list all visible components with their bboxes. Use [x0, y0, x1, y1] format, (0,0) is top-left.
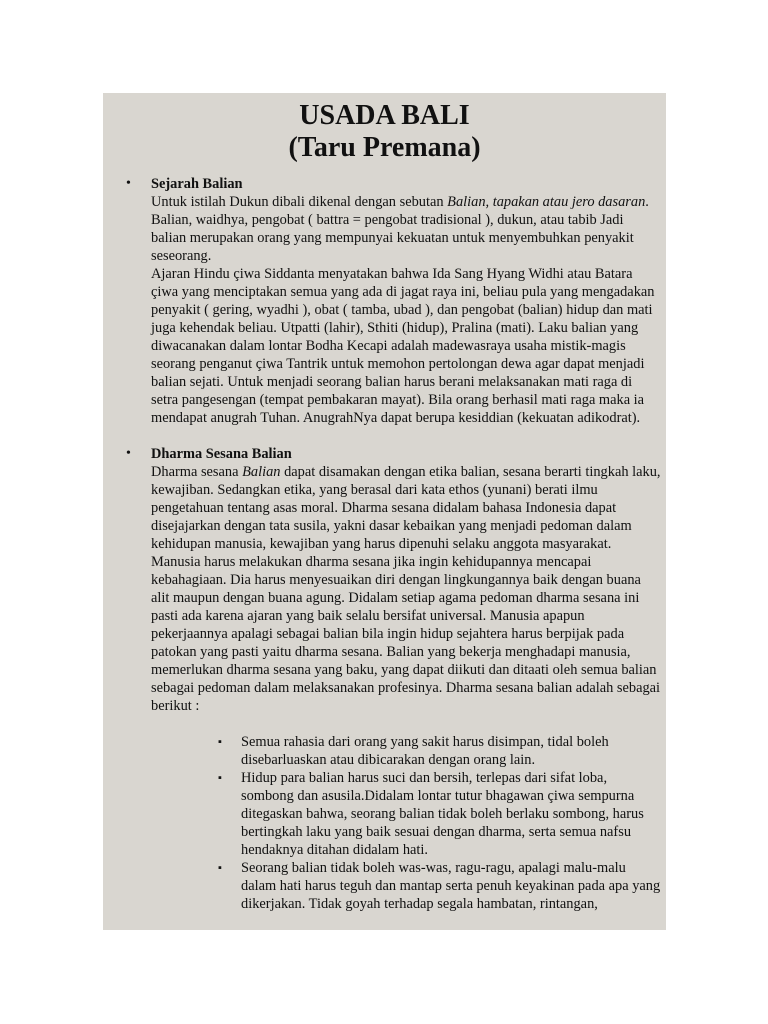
section-dharma-sesana [126, 445, 662, 715]
section-paragraph: Ajaran Hindu çiwa Siddanta menyatakan bahwa Ida Sang Hyang Widhi atau Batara çiwa yang menciptakan semua yang ada di jagat raya ini, beliau pula yang mengadakan penyakit ( gering, wyadhi ), obat ( tamba, ubad ), dan pengobat (balian) hidup dan mati juga kehendak beliau. Utpatti (lahir), Sthiti (hidup), Pralina (mati). Laku balian yang diwacanakan dalam lontar Bodha Kecapi adalah madewasraya usaha mistik-magis seorang penganut çiwa Tantrik untuk memohon pertolongan dewa agar dapat menjadi balian sejati. Untuk menjadi seorang balian harus berani melaksanakan mati raga di setra pangesengan (tempat pembakaran mayat). Bila orang berhasil mati raga maka ia mendapat anugrah Tuhan. AnugrahNya dapat berupa kesiddian (kekuatan adikodrat). [151, 266, 655, 426]
list-item: ▪ Seorang balian tidak boleh was-was, ragu-ragu, apalagi malu-malu dalam hati harus teguh dan mantap serta penuh keyakinan pada apa yang dikerjakan. Tidak goyah terhadap segala hambatan, rintangan, [218, 860, 661, 912]
list-item: ▪ Semua rahasia dari orang yang sakit harus disimpan, tidal boleh disebarluaskan atau dibicarakan dengan orang lain. [218, 734, 609, 768]
document-title [103, 100, 666, 164]
sub-list [218, 733, 662, 913]
section-paragraph: Dharma sesana Balian dapat disamakan dengan etika balian, sesana berarti tingkah laku, kewajiban. Sedangkan etika, yang berasal dari kata ethos (yunani) berati ilmu pengetahuan tentang asas moral. Dharma sesana didalam bahasa Indonesia dapat disejajarkan dengan tata susila, yakni dasar kebaikan yang menjadi pedoman dalam kehidupan manusia, kewajiban yang harus dipenuhi selaku anggota masyarakat. Manusia harus melakukan dharma sesana jika ingin kehidupannya mencapai kebahagiaan. Dia harus menyesuaikan diri dengan lingkungannya baik dengan buana alit maupun dengan buana agung. Didalam setiap agama pedoman dharma sesana ini pasti ada karena ajaran yang baik selalu bersifat universal. Manusia apapun pekerjaannya apalagi sebagai balian bila ingin hidup sejahtera harus berpijak pada patokan yang pasti yaitu dharma sesana. Balian yang bekerja menghadapi manusia, memerlukan dharma sesana yang baku, yang dapat diikuti dan ditaati oleh semua balian sebagai pedoman dalam melaksanakan profesinya. Dharma sesana balian adalah sebagai berikut : [151, 464, 661, 714]
section-sejarah-balian [126, 175, 662, 427]
square-bullet-icon: ▪ [218, 736, 222, 748]
title-line-1: USADA BALI [299, 100, 470, 131]
title-line-2: (Taru Premana) [288, 132, 481, 163]
square-bullet-icon: ▪ [218, 862, 222, 874]
section-heading: Dharma Sesana Balian [151, 446, 292, 462]
list-item: ▪ Hidup para balian harus suci dan bersih, terlepas dari sifat loba, sombong dan asusila.Didalam lontar tutur bhagawan çiwa sempurna ditegaskan bahwa, seorang balian tidak boleh berlaku sombong, harus bertingkah laku yang baik sesuai dengan dharma, serta semua nafsu hendaknya ditahan didalam hati. [218, 770, 644, 858]
bullet-icon: • [126, 176, 131, 191]
section-paragraph: Untuk istilah Dukun dibali dikenal dengan sebutan Balian, tapakan atau jero dasaran. Balian, waidhya, pengobat ( battra = pengobat tradisional ), dukun, atau tabib Jadi balian merupakan orang yang mempunyai kekuatan untuk menyembuhkan penyakit seseorang. [151, 194, 649, 264]
document-page [103, 93, 666, 930]
section-heading: Sejarah Balian [151, 176, 243, 192]
square-bullet-icon: ▪ [218, 772, 222, 784]
bullet-icon: • [126, 446, 131, 461]
